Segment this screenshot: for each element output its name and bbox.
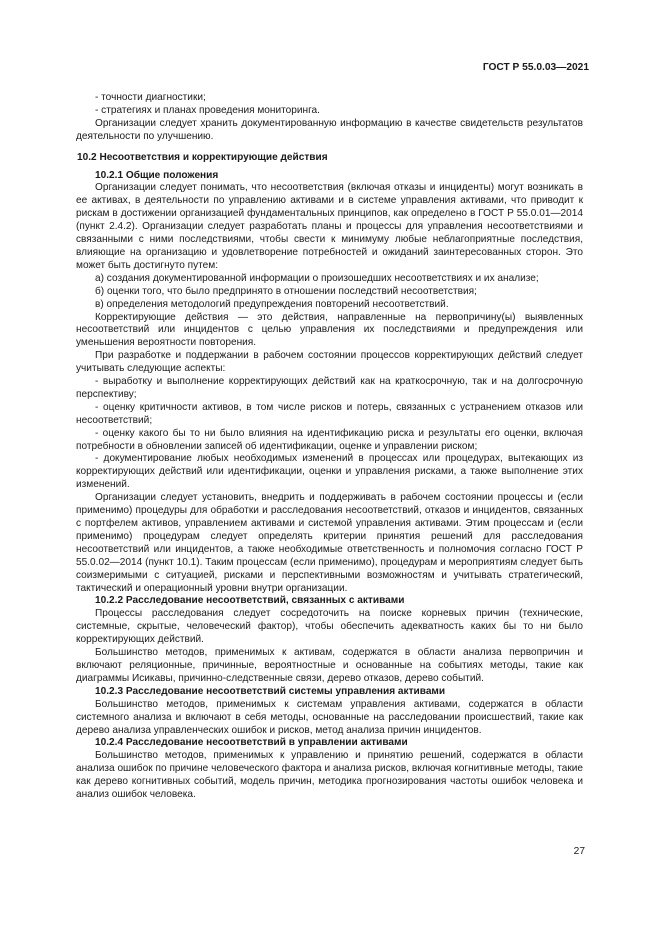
paragraph: - оценку какого бы то ни было влияния на идентификацию риска и результаты его оценки, включая потребности в обновлении записей об идентификации, оценке и управлении риском; [76,427,583,452]
paragraph: Организации следует понимать, что несоответствия (включая отказы и инциденты) могут возникать в ее активах, в деятельности по управлению активами и в системе управления активами, что приводит к рискам в достижении организацией фундаментальных принципов, как определено в ГОСТ Р 55.0.01—2014 (пункт 2.4.2). Организации следует разработать планы и процессы для управления несоответствиями и связанными с ними последствиями, чтобы свести к минимуму любые неблагоприятные последствия, влияющие на организацию и удовлетворение потребностей и ожиданий заинтересованных сторон. Это может быть достигнуто путем: [76,182,583,271]
paragraph: в) определения методологий предупреждения повторений несоответствий. [95,298,449,310]
paragraph: - точности диагностики; [95,92,206,103]
subsection-heading: 10.2.1 Общие положения [95,169,219,181]
paragraph: - документирование любых необходимых изменений в процессах или процедурах, вытекающих из корректирующих действий или идентификации, оценки и управления рисками, а также выполнение этих изменений. [76,453,583,491]
standard-header: ГОСТ Р 55.0.03—2021 [482,62,589,73]
paragraph: Процессы расследования следует сосредоточить на поиске корневых причин (технические, системные, скрытые, человеческий фактор), чтобы обеспечить адекватность каких бы то ни было корректирующих действий. [76,608,583,646]
paragraph: б) оценки того, что было предпринято в отношении последствий несоответствия; [95,285,477,297]
paragraph: - стратегиях и планах проведения мониторинга. [95,104,320,116]
paragraph: а) создания документированной информации о произошедших несоответствиях и их анализе; [95,272,539,284]
page-number: 27 [573,846,585,857]
paragraph: Организации следует хранить документированную информацию в качестве свидетельств результатов деятельности по улучшению. [76,117,583,142]
paragraph: - выработку и выполнение корректирующих действий как на краткосрочную, так и на долгосрочную перспективу; [76,376,583,400]
section-heading: 10.2 Несоответствия и корректирующие действия [77,151,328,163]
paragraph: Корректирующие действия — это действия, направленные на первопричину(ы) выявленных несоответствий или инцидентов с целью управления их последствиями и предупреждения или уменьшения вероятности повторения. [76,311,583,349]
subsection-heading: 10.2.3 Расследование несоответствий системы управления активами [95,685,446,697]
paragraph: Большинство методов, применимых к системам управления активами, содержатся в области системного анализа и включают в себя методы, основанные на расследовании происшествий, такие как дерево анализа управленческих ошибок и рисков, метод анализа причин инцидентов. [76,698,583,736]
paragraph: При разработке и поддержании в рабочем состоянии процессов корректирующих действий следует учитывать следующие аспекты: [76,350,583,375]
subsection-heading: 10.2.2 Расследование несоответствий, связанных с активами [95,595,405,607]
paragraph: Большинство методов, применимых к активам, содержатся в области анализа первопричин и включают реляционные, причинные, вероятностные и основанные на событиях методы, такие как диаграммы Исикавы, причинно-следственные связи, дерево отказов, дерево событий. [76,647,583,684]
paragraph: Большинство методов, применимых к управлению и принятию решений, содержатся в области анализа ошибок по причине человеческого фактора и анализа рисков, включая когнитивные методы, такие как дерево когнитивных событий, модель причин, методика прогнозирования частоты ошибок человека и анализ ошибок человека. [76,750,583,801]
subsection-heading: 10.2.4 Расследование несоответствий в управлении активами [95,737,408,749]
paragraph: Организации следует установить, внедрить и поддерживать в рабочем состоянии процессы и (если применимо) процедуры для обработки и расследования несоответствий, отказов и инцидентов, связанных с портфелем активов, управлением активами и системой управления активами. Этим процессам и (если применимо) процедурам следует определять критерии принятия решений для расследования несоответствий или инцидентов, а также необходимые ответственность и полномочия согласно ГОСТ Р 55.0.02—2014 (пункт 10.1). Таким процессам (если применимо), процедурам и мероприятиям следует быть соизмеримыми с ситуацией, рисками и перспективными возможностям и учитывать стратегический, тактический и операционный уровни внутри организации. [76,492,583,594]
document-body [76,92,583,802]
paragraph: - оценку критичности активов, в том числе рисков и потерь, связанных с устранением отказов или несоответствий; [76,401,583,426]
